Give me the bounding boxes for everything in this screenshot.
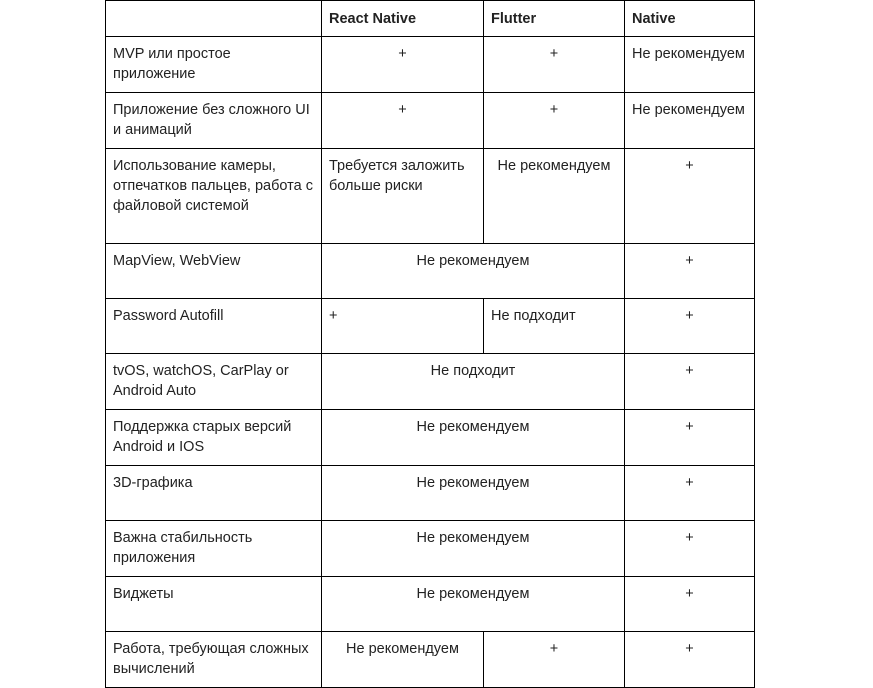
native-cell: + bbox=[625, 577, 755, 632]
cross-platform-cell: Не рекомендуем bbox=[322, 466, 625, 521]
table-row bbox=[106, 37, 755, 93]
native-cell: + bbox=[625, 299, 755, 354]
criterion-cell: MVP или простое приложение bbox=[106, 37, 322, 93]
native-cell: Не рекомендуем bbox=[625, 93, 755, 149]
table-row bbox=[106, 244, 755, 299]
native-cell: + bbox=[625, 244, 755, 299]
native-cell: + bbox=[625, 354, 755, 410]
native-cell: + bbox=[625, 410, 755, 466]
criterion-cell: MapView, WebView bbox=[106, 244, 322, 299]
native-cell: + bbox=[625, 632, 755, 688]
table-header-row bbox=[106, 1, 755, 37]
criterion-cell: Использование камеры, отпечатков пальцев, работа с файловой системой bbox=[106, 149, 322, 244]
criterion-cell: Важна стабильность приложения bbox=[106, 521, 322, 577]
table-row bbox=[106, 149, 755, 244]
criterion-cell: Поддержка старых версий Android и IOS bbox=[106, 410, 322, 466]
table-row bbox=[106, 354, 755, 410]
criterion-cell: Password Autofill bbox=[106, 299, 322, 354]
native-cell: Не рекомендуем bbox=[625, 37, 755, 93]
criterion-cell: Приложение без сложного UI и анимаций bbox=[106, 93, 322, 149]
native-cell: + bbox=[625, 521, 755, 577]
table-row bbox=[106, 632, 755, 688]
table-row bbox=[106, 577, 755, 632]
flutter-cell: + bbox=[484, 93, 625, 149]
table-row bbox=[106, 410, 755, 466]
flutter-cell: + bbox=[484, 632, 625, 688]
flutter-cell: + bbox=[484, 37, 625, 93]
react-native-cell: + bbox=[322, 37, 484, 93]
cross-platform-cell: Не рекомендуем bbox=[322, 410, 625, 466]
criterion-cell: tvOS, watchOS, CarPlay or Android Auto bbox=[106, 354, 322, 410]
native-cell: + bbox=[625, 149, 755, 244]
table-row bbox=[106, 521, 755, 577]
cross-platform-cell: Не подходит bbox=[322, 354, 625, 410]
flutter-cell: Не подходит bbox=[484, 299, 625, 354]
react-native-cell: Не рекомендуем bbox=[322, 632, 484, 688]
cross-platform-cell: Не рекомендуем bbox=[322, 521, 625, 577]
native-cell: + bbox=[625, 466, 755, 521]
header-flutter: Flutter bbox=[484, 1, 625, 37]
react-native-cell: + bbox=[322, 299, 484, 354]
header-native: Native bbox=[625, 1, 755, 37]
criterion-cell: 3D-графика bbox=[106, 466, 322, 521]
header-react-native: React Native bbox=[322, 1, 484, 37]
criterion-cell: Работа, требующая сложных вычислений bbox=[106, 632, 322, 688]
header-criterion bbox=[106, 1, 322, 37]
react-native-cell: + bbox=[322, 93, 484, 149]
react-native-cell: Требуется заложить больше риски bbox=[322, 149, 484, 244]
flutter-cell: Не рекомендуем bbox=[484, 149, 625, 244]
cross-platform-cell: Не рекомендуем bbox=[322, 244, 625, 299]
table-row bbox=[106, 466, 755, 521]
cross-platform-cell: Не рекомендуем bbox=[322, 577, 625, 632]
table-row bbox=[106, 93, 755, 149]
criterion-cell: Виджеты bbox=[106, 577, 322, 632]
comparison-table bbox=[105, 0, 755, 688]
table-row bbox=[106, 299, 755, 354]
